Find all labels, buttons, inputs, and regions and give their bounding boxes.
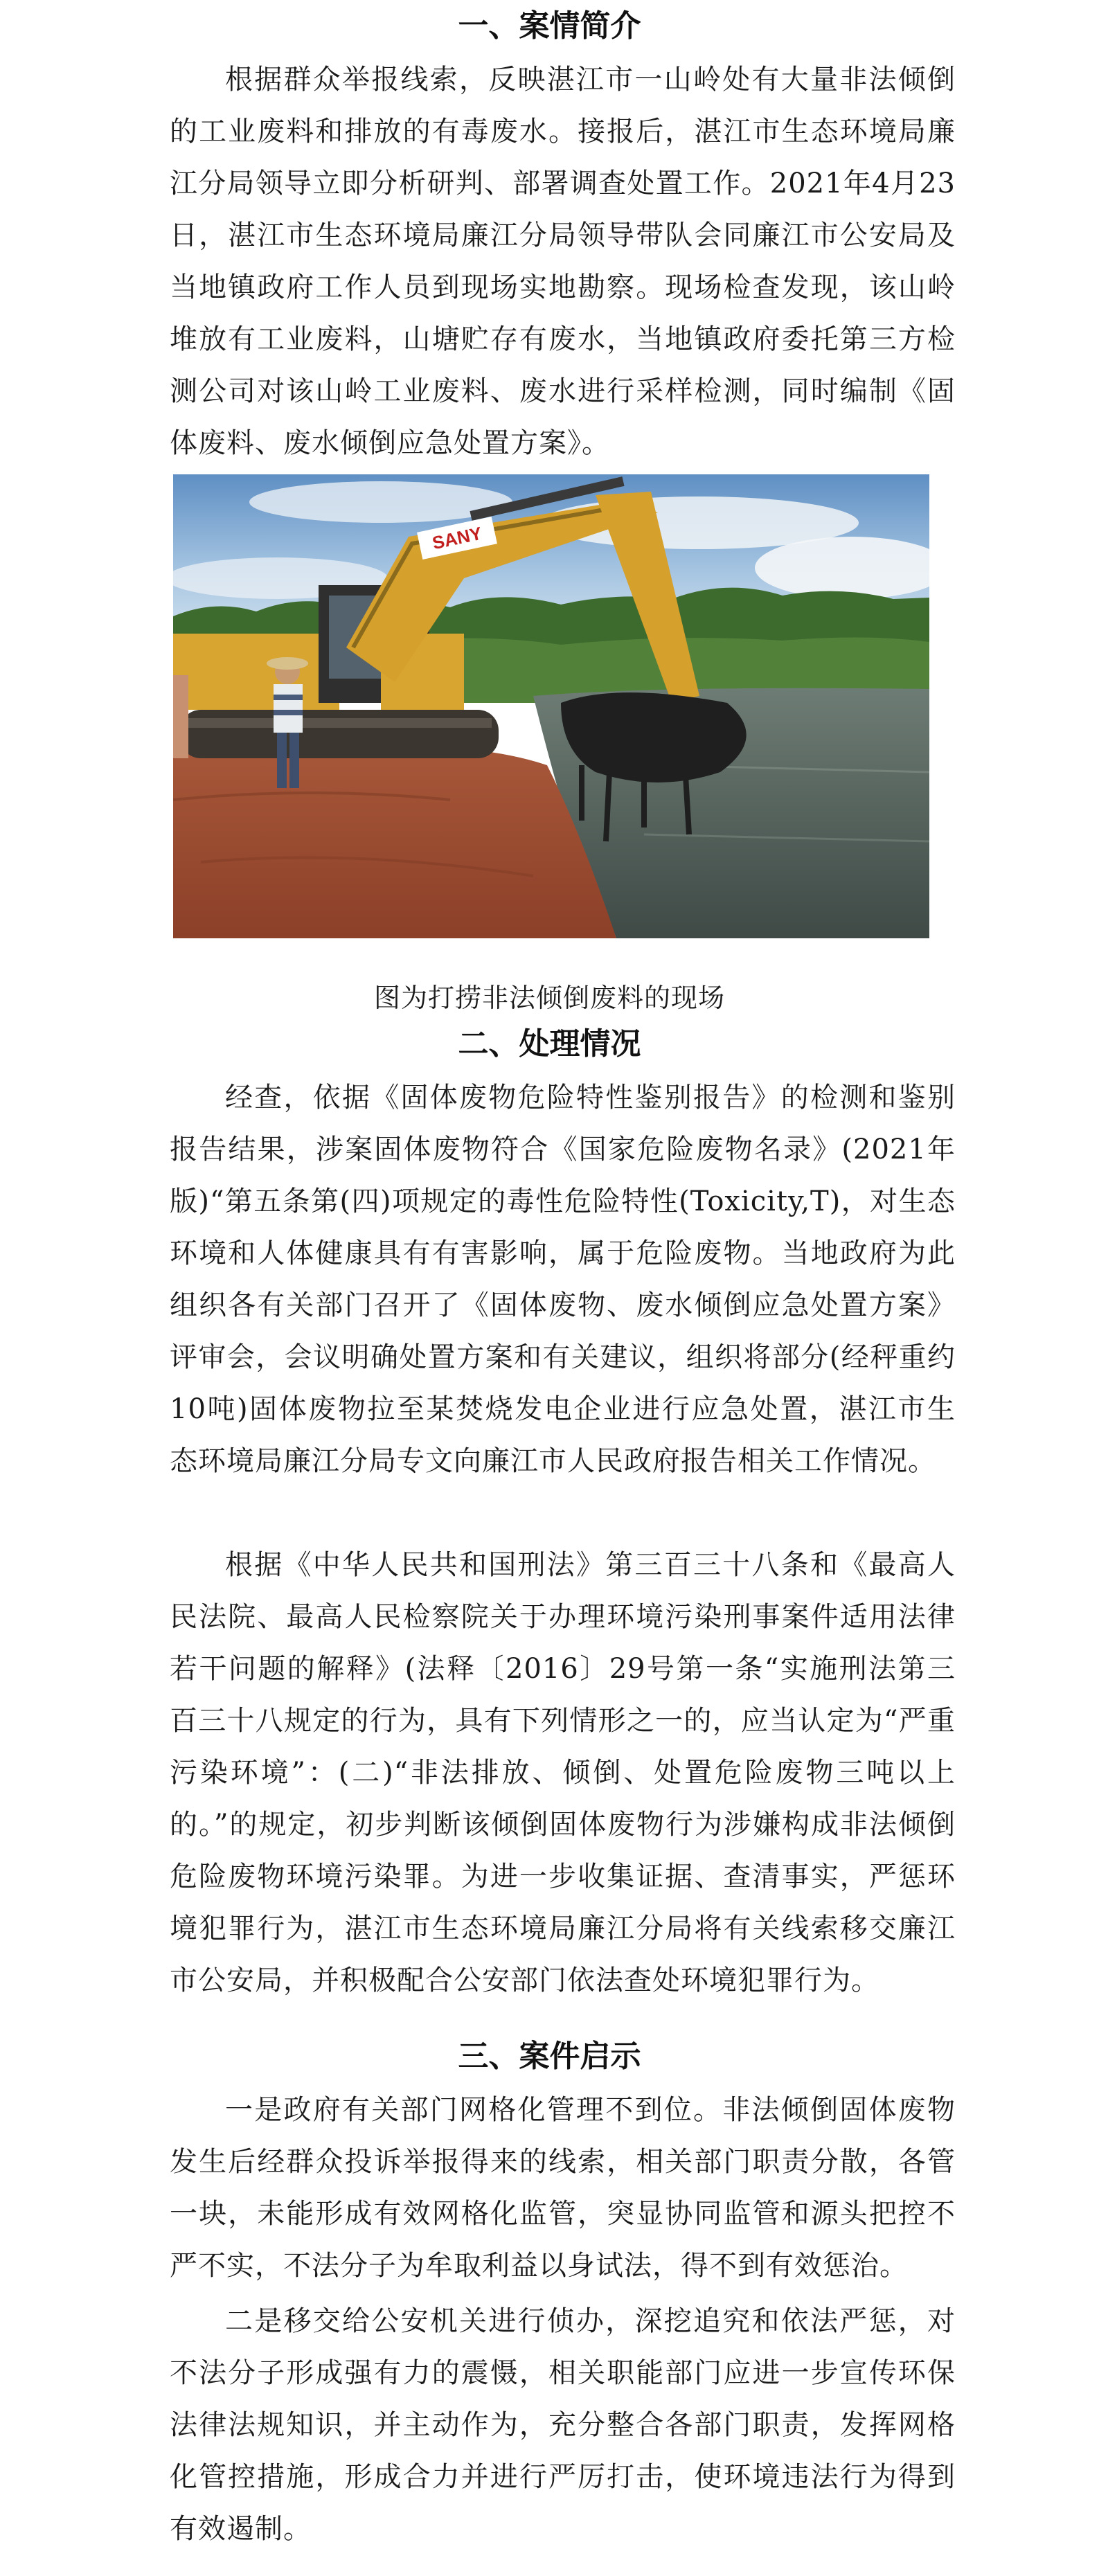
case-summary-paragraph: 根据群众举报线索，反映湛江市一山岭处有大量非法倾倒的工业废料和排放的有毒废水。接报后，湛江市生态环境局廉江分局领导立即分析研判、部署调查处置工作。2021年4月23日，湛江市生态环境局廉江分局领导带队会同廉江市公安局及当地镇政府工作人员到现场实地勘察。现场检查发现，该山岭堆放有工业废料，山塘贮存有废水，当地镇政府委托第三方检测公司对该山岭工业废料、废水进行采样检测，同时编制《固体废料、废水倾倒应急处置方案》。 bbox=[170, 64, 956, 459]
excavator-brand-text: SANY bbox=[430, 522, 484, 554]
section-heading-lessons: 三、案件启示 bbox=[458, 2039, 641, 2074]
section-heading-handling: 二、处理情况 bbox=[458, 1026, 641, 1062]
section-heading-case-summary: 一、案情简介 bbox=[458, 8, 641, 44]
photo-caption: 图为打捞非法倾倒废料的现场 bbox=[373, 983, 725, 1013]
handling-paragraph-2: 根据《中华人民共和国刑法》第三百三十八条和《最高人民法院、最高人民检察院关于办理环境污染刑事案件适用法律若干问题的解释》(法释〔2016〕29号第一条“实施刑法第三百三十八规定的行为，具有下列情形之一的，应当认定为“严重污染环境”：(二)“非法排放、倾倒、处置危险废物三吨以上的。”的规定，初步判断该倾倒固体废物行为涉嫌构成非法倾倒危险废物环境污染罪。为进一步收集证据、查清事实，严惩环境犯罪行为，湛江市生态环境局廉江分局将有关线索移交廉江市公安局，并积极配合公安部门依法查处环境犯罪行为。 bbox=[170, 1549, 956, 1996]
lessons-paragraph-1: 一是政府有关部门网格化管理不到位。非法倾倒固体废物发生后经群众投诉举报得来的线索，相关部门职责分散，各管一块，未能形成有效网格化监管，突显协同监管和源头把控不严不实，不法分子为牟取利益以身试法，得不到有效惩治。 bbox=[170, 2094, 956, 2282]
handling-paragraph-1: 经查，依据《固体废物危险特性鉴别报告》的检测和鉴别报告结果，涉案固体废物符合《国家危险废物名录》(2021年版)“第五条第(四)项规定的毒性危险特性(Toxicity,T)，对生态环境和人体健康具有有害影响，属于危险废物。当地政府为此组织各有关部门召开了《固体废物、废水倾倒应急处置方案》评审会，会议明确处置方案和有关建议，组织将部分(经秤重约10吨)固体废物拉至某焚烧发电企业进行应急处置，湛江市生态环境局廉江分局专文向廉江市人民政府报告相关工作情况。 bbox=[170, 1082, 956, 1477]
lessons-paragraph-2: 二是移交给公安机关进行侦办，深挖追究和依法严惩，对不法分子形成强有力的震慑，相关职能部门应进一步宣传环保法律法规知识，并主动作为，充分整合各部门职责，发挥网格化管控措施，形成合力并进行严厉打击，使环境违法行为得到有效遏制。 bbox=[170, 2305, 956, 2545]
excavator-scene-photo bbox=[173, 474, 929, 938]
